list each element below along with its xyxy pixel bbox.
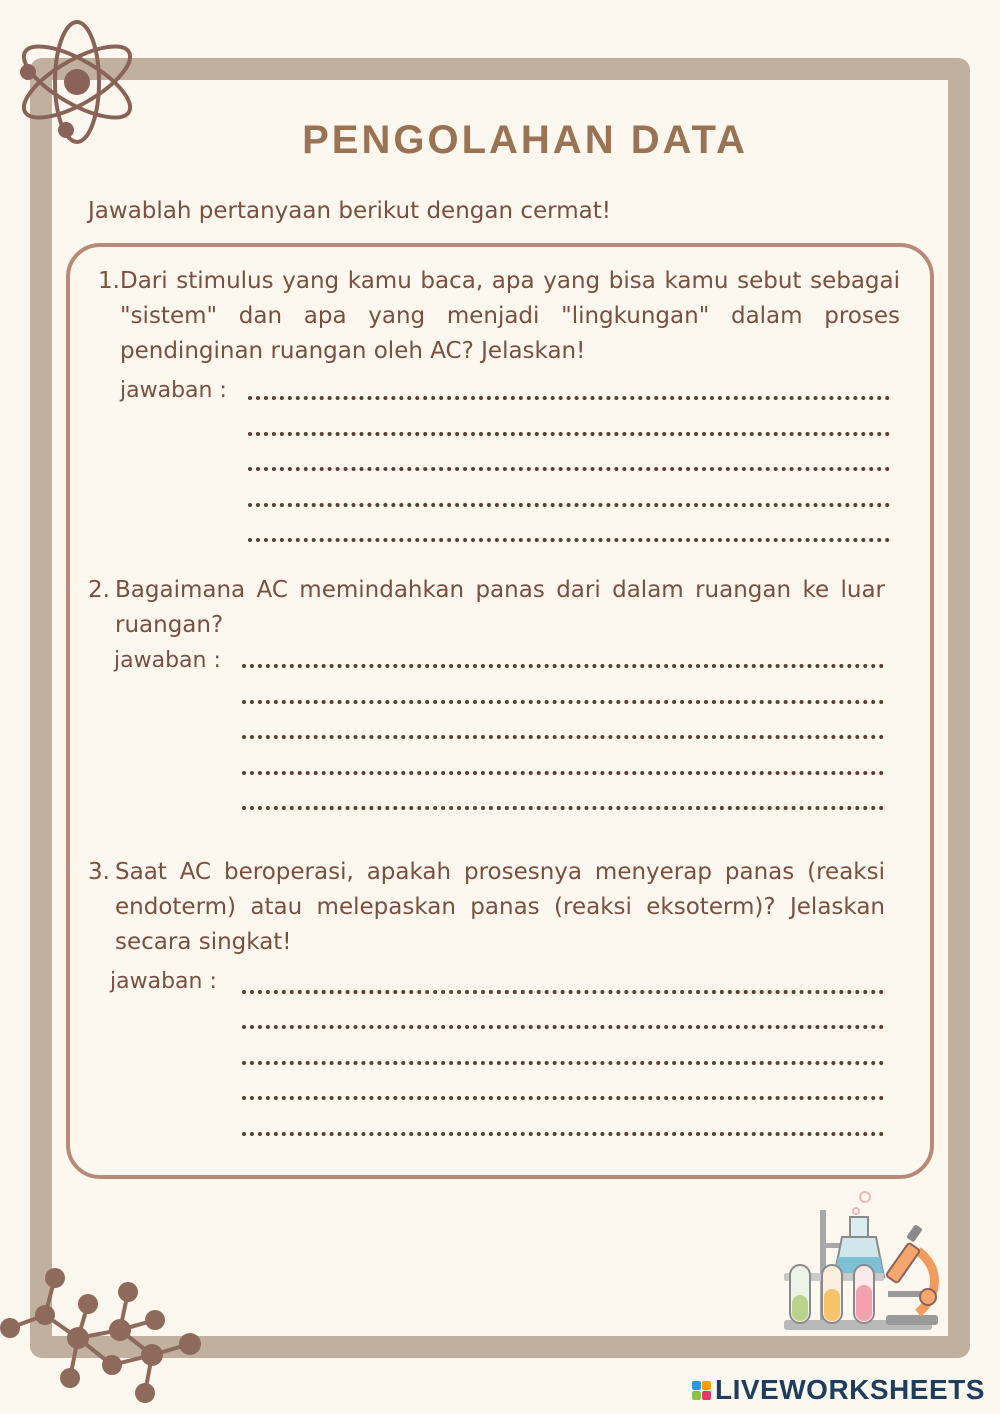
question-2 [88,573,885,643]
answer-line[interactable] [248,396,890,400]
question-text: Saat AC beroperasi, apakah prosesnya menyerap panas (reaksi endoterm) atau melepaskan panas (reaksi eksoterm)? Jelaskan secara singkat! [115,859,885,955]
answer-line[interactable] [242,1096,884,1100]
question-number: 2. [88,577,110,603]
liveworksheets-icon [692,1381,711,1400]
answer-line[interactable] [242,771,884,775]
answer-line[interactable] [248,432,890,436]
question-text: Dari stimulus yang kamu baca, apa yang bisa kamu sebut sebagai "sistem" dan apa yang menjadi "lingkungan" dalam proses pendinginan ruangan oleh AC? Jelaskan! [120,268,900,364]
answer-line[interactable] [248,503,890,507]
answer-label: jawaban : [120,378,227,403]
question-1 [98,264,900,369]
answer-label: jawaban : [110,969,217,994]
answer-line[interactable] [248,538,890,542]
brand-square [692,1391,701,1400]
answer-label: jawaban : [114,648,221,673]
answer-line[interactable] [242,1132,884,1136]
question-text: Bagaimana AC memindahkan panas dari dalam ruangan ke luar ruangan? [115,577,885,638]
answer-line[interactable] [242,1061,884,1065]
answer-line[interactable] [248,467,890,471]
lab-equipment-icon [778,1185,946,1337]
instructions: Jawablah pertanyaan berikut dengan cermat! [88,198,611,224]
answer-line[interactable] [242,990,884,994]
brand-name: LIVEWORKSHEETS [715,1374,985,1405]
answer-line[interactable] [242,1025,884,1029]
answer-line[interactable] [242,806,884,810]
brand-square [702,1381,711,1390]
answer-line[interactable] [242,664,884,668]
brand-square [702,1391,711,1400]
answer-line[interactable] [242,735,884,739]
page-title: PENGOLAHAN DATA [302,118,748,162]
brand-logo [692,1374,985,1406]
question-3 [88,855,885,960]
brand-square [692,1381,701,1390]
question-number: 1. [98,268,120,294]
question-number: 3. [88,859,110,885]
molecule-icon [0,1260,210,1414]
answer-line[interactable] [242,700,884,704]
